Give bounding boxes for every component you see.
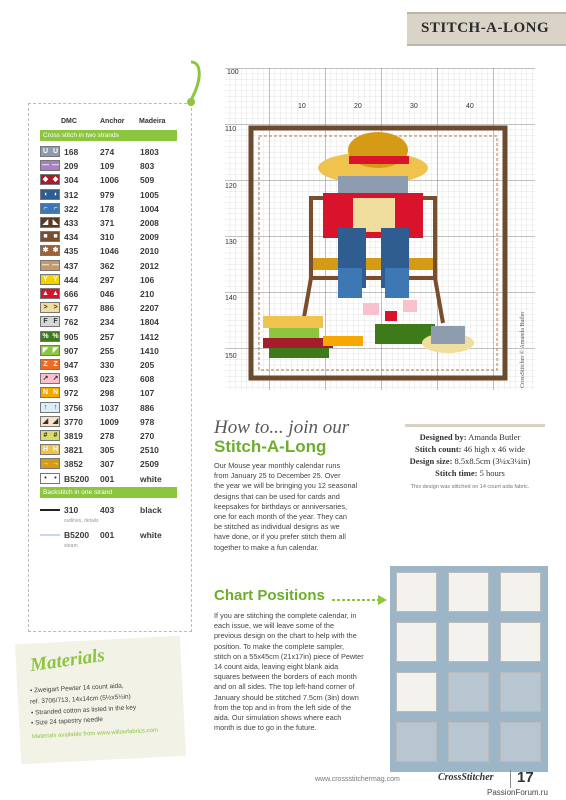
key-dmc: 3770 (64, 416, 83, 427)
thread-symbol-icon: ⌐ ⌐ (40, 203, 60, 214)
key-anchor: 109 (100, 161, 115, 172)
section-tag-label: STITCH-A-LONG (421, 20, 550, 36)
key-row (40, 188, 180, 202)
thread-symbol-icon: # # (40, 430, 60, 441)
key-anchor: 255 (100, 345, 115, 356)
key-madeira: 1804 (140, 317, 159, 328)
key-madeira: 2009 (140, 232, 159, 243)
key-row (40, 216, 180, 230)
key-dmc: 444 (64, 274, 79, 285)
key-anchor: 1009 (100, 416, 119, 427)
key-dmc: 437 (64, 260, 79, 271)
thread-symbol-icon: % % (40, 331, 60, 342)
key-anchor: 886 (100, 303, 115, 314)
key-row (40, 301, 180, 315)
backstitch-row (40, 503, 180, 517)
key-anchor: 371 (100, 218, 115, 228)
backstitch-dmc: B5200 (64, 530, 90, 540)
key-row (40, 457, 180, 471)
thumb-month (500, 672, 541, 712)
key-anchor: 979 (100, 189, 115, 200)
key-madeira: 2008 (140, 218, 159, 228)
thread-symbol-icon: N N (40, 387, 60, 398)
key-anchor: 278 (100, 431, 115, 441)
key-dmc: 435 (64, 246, 79, 257)
key-row (40, 344, 180, 358)
chart-label: 140 (225, 295, 237, 302)
key-dmc: 905 (64, 331, 79, 342)
key-madeira: white (140, 473, 162, 484)
thread-symbol-icon: ✱ ✱ (40, 245, 60, 256)
key-anchor: 1006 (100, 175, 119, 186)
key-madeira: 509 (140, 175, 155, 186)
key-anchor: 274 (100, 147, 115, 157)
thread-symbol-icon: ▲ ▲ (40, 288, 60, 299)
thread-symbol-icon: ◆ ◆ (40, 174, 60, 185)
key-madeira: 107 (140, 388, 155, 399)
thumb-month (396, 572, 437, 612)
key-anchor: 001 (100, 473, 115, 484)
key-dmc: 963 (64, 374, 79, 385)
divider (510, 770, 511, 788)
thumb-month (500, 622, 541, 662)
key-dmc: 666 (64, 289, 79, 299)
key-row (40, 415, 180, 429)
key-row (40, 173, 180, 187)
key-row (40, 358, 180, 372)
key-anchor: 305 (100, 445, 115, 456)
key-madeira: 803 (140, 161, 155, 172)
key-col-madeira: Madeira (139, 118, 166, 125)
key-madeira: 270 (140, 431, 155, 441)
key-dmc: 434 (64, 232, 79, 243)
chart-label: 20 (354, 103, 362, 110)
key-dmc: 312 (64, 189, 79, 200)
backstitch-note: steam (64, 543, 78, 549)
thumb-month (396, 672, 437, 712)
chart-label: 30 (410, 103, 418, 110)
key-row (40, 259, 180, 273)
chart-label: 10 (298, 103, 306, 110)
thumb-month (448, 622, 489, 662)
thread-symbol-icon: ↑ ↑ (40, 402, 60, 413)
design-info: Designed by: Amanda Butler Stitch count: 46 high x 46 wide Design size: 8.5x8.5cm (3¼x3¼in) Stitch time: 5 hours This design was stitched on 14 count aida fabric. (395, 432, 547, 494)
key-row (40, 273, 180, 287)
key-madeira: 978 (140, 416, 155, 427)
chart-label: 110 (225, 126, 237, 133)
chart-credit: CrossStitcher © Amanda Butler (520, 311, 526, 388)
materials-title: Materials (28, 644, 106, 677)
arrow-icon (330, 593, 390, 607)
backstitch-line-icon (40, 509, 60, 511)
thread-symbol-icon: — — (42, 261, 59, 269)
key-anchor: 178 (100, 203, 115, 214)
thumb-month (448, 722, 489, 762)
key-row (40, 230, 180, 244)
key-row (40, 401, 180, 415)
thread-symbol-icon: ◢ ◣ (40, 217, 60, 228)
page-number: 17 (517, 769, 534, 786)
key-anchor: 298 (100, 388, 115, 399)
key-madeira: 1410 (140, 345, 159, 356)
key-anchor: 362 (100, 260, 115, 271)
key-dmc: 3852 (64, 459, 83, 470)
key-dmc: B5200 (64, 473, 90, 484)
backstitch-note: outlines, details (64, 518, 99, 524)
thread-symbol-icon: U U (40, 146, 60, 157)
thread-symbol-icon: ◖ ◗ (40, 189, 60, 200)
key-row (40, 472, 180, 486)
key-dmc: 762 (64, 317, 79, 328)
key-dmc: 677 (64, 303, 79, 314)
thread-symbol-icon: • • (40, 473, 60, 484)
chart-label: 130 (225, 239, 237, 246)
thread-symbol-icon: > > (40, 302, 60, 313)
key-anchor: 023 (100, 374, 115, 385)
key-madeira: 1412 (140, 331, 159, 342)
cross-stitch-chart (213, 68, 535, 390)
key-madeira: 1803 (140, 147, 159, 157)
key-row (40, 287, 180, 301)
howto-paragraph: Our Mouse year monthly calendar runs from January 25 to December 25. Over the year we will be bringing you 12 seasonal designs that can be used for cards and keepsakes for birthdays or anniversaries, one for each month of the year. They can be stitched as individual designs as we have done, or if you prefer stitch them all together to make a fun calendar. (214, 461, 358, 552)
key-dmc: 907 (64, 345, 79, 356)
thread-symbol-icon: → → (42, 460, 59, 468)
key-row (40, 330, 180, 344)
materials-item: • Stranded cotton as listed in the key (30, 704, 137, 717)
divider (405, 424, 545, 427)
chart-label: 100 (227, 69, 239, 76)
key-anchor: 257 (100, 331, 115, 342)
key-madeira: 2012 (140, 260, 159, 271)
key-row (40, 202, 180, 216)
key-madeira: 2010 (140, 246, 159, 257)
key-dmc: 3819 (64, 431, 83, 441)
thread-symbol-icon: H H (40, 444, 60, 455)
howto-title-2: Stitch-A-Long (214, 437, 327, 456)
key-anchor: 234 (100, 317, 115, 328)
backstitch-anchor: 001 (100, 530, 115, 540)
key-anchor: 1037 (100, 402, 119, 413)
key-anchor: 307 (100, 459, 115, 470)
thumb-month (396, 722, 437, 762)
key-row (40, 372, 180, 386)
backstitch-madeira: black (140, 505, 162, 515)
backstitch-line-icon (40, 534, 60, 536)
thread-symbol-icon: F F (40, 316, 60, 327)
key-col-dmc: DMC (61, 118, 77, 125)
key-col-anchor: Anchor (100, 118, 125, 125)
thumb-month (448, 572, 489, 612)
backstitch-dmc: 310 (64, 505, 79, 515)
backstitch-madeira: white (140, 530, 162, 540)
key-madeira: 210 (140, 289, 155, 299)
key-dmc: 168 (64, 147, 79, 157)
key-dmc: 209 (64, 161, 79, 172)
key-row (40, 244, 180, 258)
key-anchor: 330 (100, 360, 115, 370)
backstitch-row (40, 528, 180, 542)
chart-label: 150 (225, 353, 237, 360)
materials-item: • Zweigart Pewter 14 count aida, (29, 682, 124, 695)
watermark: PassionForum.ru (487, 788, 548, 797)
key-dmc: 947 (64, 360, 79, 370)
key-dmc: 304 (64, 175, 79, 186)
thread-symbol-icon: ◢ ◢ (40, 416, 60, 427)
thread-symbol-icon: Y Y (40, 274, 60, 285)
chart-label: 40 (466, 103, 474, 110)
key-madeira: 1005 (140, 189, 159, 200)
key-anchor: 046 (100, 289, 115, 299)
key-row (40, 443, 180, 457)
key-dmc: 3756 (64, 402, 83, 413)
backstitch-header: Backstitch in one strand (40, 487, 177, 498)
materials-item: • Size 24 tapestry needle (30, 716, 104, 727)
key-madeira: 608 (140, 374, 155, 385)
key-madeira: 1004 (140, 203, 159, 214)
howto-title-1: How to... join our (214, 417, 350, 438)
cross-stitch-header: Cross stitch in two strands (40, 130, 177, 141)
key-madeira: 886 (140, 402, 155, 413)
thread-symbol-icon: — — (42, 162, 59, 170)
section-tag (407, 12, 566, 46)
key-row (40, 145, 180, 159)
key-row (40, 159, 180, 173)
footer-url[interactable]: www.crossstitchermag.com (315, 776, 400, 783)
key-anchor: 310 (100, 232, 115, 243)
thread-symbol-icon: Z Z (40, 359, 60, 370)
key-madeira: 2509 (140, 459, 159, 470)
pin-icon (176, 60, 206, 110)
thumb-month (396, 622, 437, 662)
materials-item: ref. 3706/713, 14x14cm (5½x5½in) (29, 693, 131, 706)
key-anchor: 1046 (100, 246, 119, 257)
key-madeira: 2207 (140, 303, 159, 314)
key-dmc: 972 (64, 388, 79, 399)
calendar-simulation (390, 566, 548, 772)
chart-positions-title: Chart Positions (214, 587, 325, 604)
key-row (40, 386, 180, 400)
thread-symbol-icon: ↗ ↗ (40, 373, 60, 384)
key-dmc: 322 (64, 203, 79, 214)
key-anchor: 297 (100, 274, 115, 285)
key-madeira: 2510 (140, 445, 159, 456)
key-madeira: 205 (140, 360, 155, 370)
thread-symbol-icon: ■ ■ (40, 231, 60, 242)
key-madeira: 106 (140, 274, 155, 285)
key-dmc: 3821 (64, 445, 83, 456)
key-row (40, 315, 180, 329)
thumb-month (500, 722, 541, 762)
footer-brand: CrossStitcher (438, 772, 494, 783)
key-dmc: 433 (64, 218, 79, 228)
backstitch-anchor: 403 (100, 505, 115, 515)
key-row (40, 429, 180, 443)
thumb-month (500, 572, 541, 612)
chart-positions-paragraph: If you are stitching the complete calendar, in each issue, we will leave some of the previous design on the chart to help with the position. To make the complete sampler, stitch on a 55x45cm (21x17in) piece of Pewter 14 count aida, leaving eight blank aida squares between the borders of each month and on all sides. The top left-hand corner of January should be stitched 7.5cm (3in) down from the top and in from the left side of the aida. Our simulation shows where each month is due to go in the future. (214, 611, 364, 733)
fabric-note: This design was stitched on 14 count aida fabric. (410, 484, 530, 490)
chart-label: 120 (225, 183, 237, 190)
materials-link[interactable]: Materials available from www.willowfabrics.com (31, 727, 159, 741)
thread-symbol-icon: ◤ ◤ (40, 345, 60, 356)
thumb-month (448, 672, 489, 712)
